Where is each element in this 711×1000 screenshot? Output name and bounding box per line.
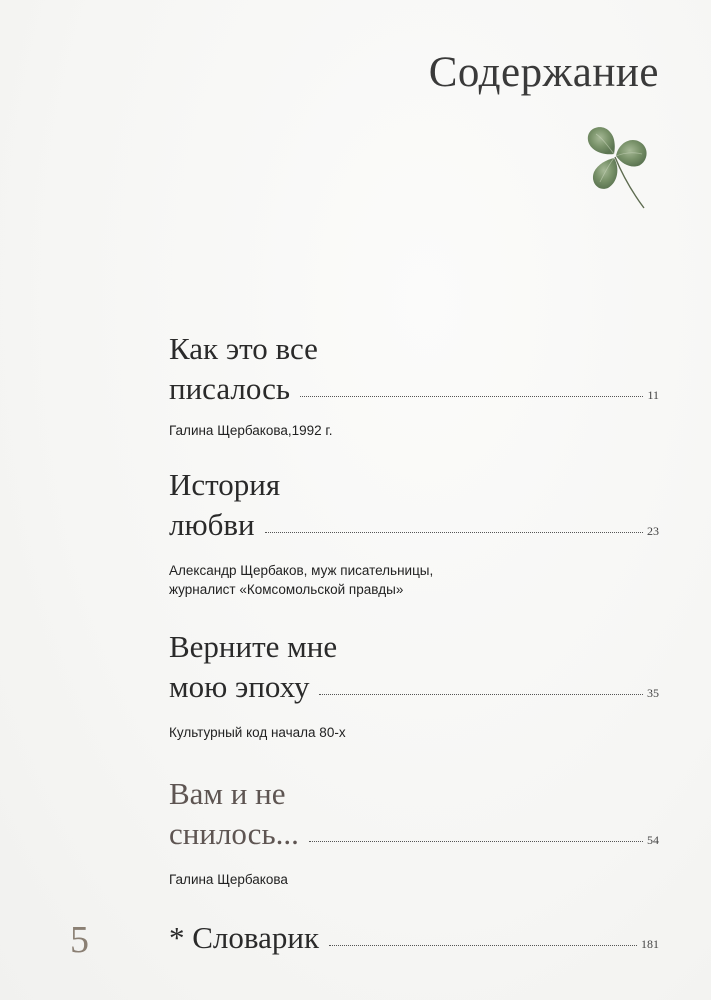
toc-entry-title-end (169, 816, 659, 852)
toc-page-number: 54 (647, 833, 659, 847)
glossary-title: * Словарик (169, 920, 320, 955)
dot-leader (319, 694, 643, 695)
toc-page-number: 35 (647, 686, 659, 700)
toc-entry-title-line2: снилось... (169, 816, 299, 851)
toc-entry-author (169, 421, 659, 440)
toc-page-number: 181 (641, 937, 659, 951)
dot-leader (300, 396, 643, 397)
page-number: 5 (70, 919, 89, 961)
toc-entry-author (169, 723, 659, 742)
toc-entry[interactable] (169, 776, 659, 889)
toc-entry[interactable] (169, 331, 659, 440)
toc-entry-title-line2: писалось (169, 371, 290, 406)
toc-entry[interactable] (169, 467, 659, 599)
toc-page-number: 11 (647, 388, 659, 402)
dot-leader (265, 532, 643, 533)
dot-leader (309, 841, 643, 842)
toc-entry-title: Верните мне (169, 629, 338, 664)
toc-entry-title-end (169, 507, 659, 543)
toc-page-number: 23 (647, 524, 659, 538)
toc-entry-author (169, 561, 659, 599)
toc-entry[interactable] (169, 629, 659, 742)
toc-entry-title: Как это все (169, 331, 318, 366)
toc-entry-author-line: Галина Щербакова,1992 г. (169, 423, 333, 438)
toc-entry-author-line: Культурный код начала 80-х (169, 725, 346, 740)
clover-icon (578, 122, 658, 214)
toc-entry-title: Вам и не (169, 776, 286, 811)
toc-entry-title: История (169, 467, 281, 502)
toc-entry-author-line: Галина Щербакова (169, 872, 288, 887)
toc-entry-author-line: журналист «Комсомольской правды» (169, 582, 404, 597)
toc-entry-title-line2: любви (169, 507, 255, 542)
toc-entry-glossary[interactable] (169, 920, 659, 956)
dot-leader (329, 945, 637, 946)
toc-entry-title-end (169, 669, 659, 705)
toc-entry-title-end (169, 371, 659, 407)
toc-entry-title-line2: мою эпоху (169, 669, 310, 704)
page-title: Содержание (428, 49, 659, 96)
toc-entry-author-line: Александр Щербаков, муж писательницы, (169, 563, 434, 578)
toc-entry-author (169, 870, 659, 889)
